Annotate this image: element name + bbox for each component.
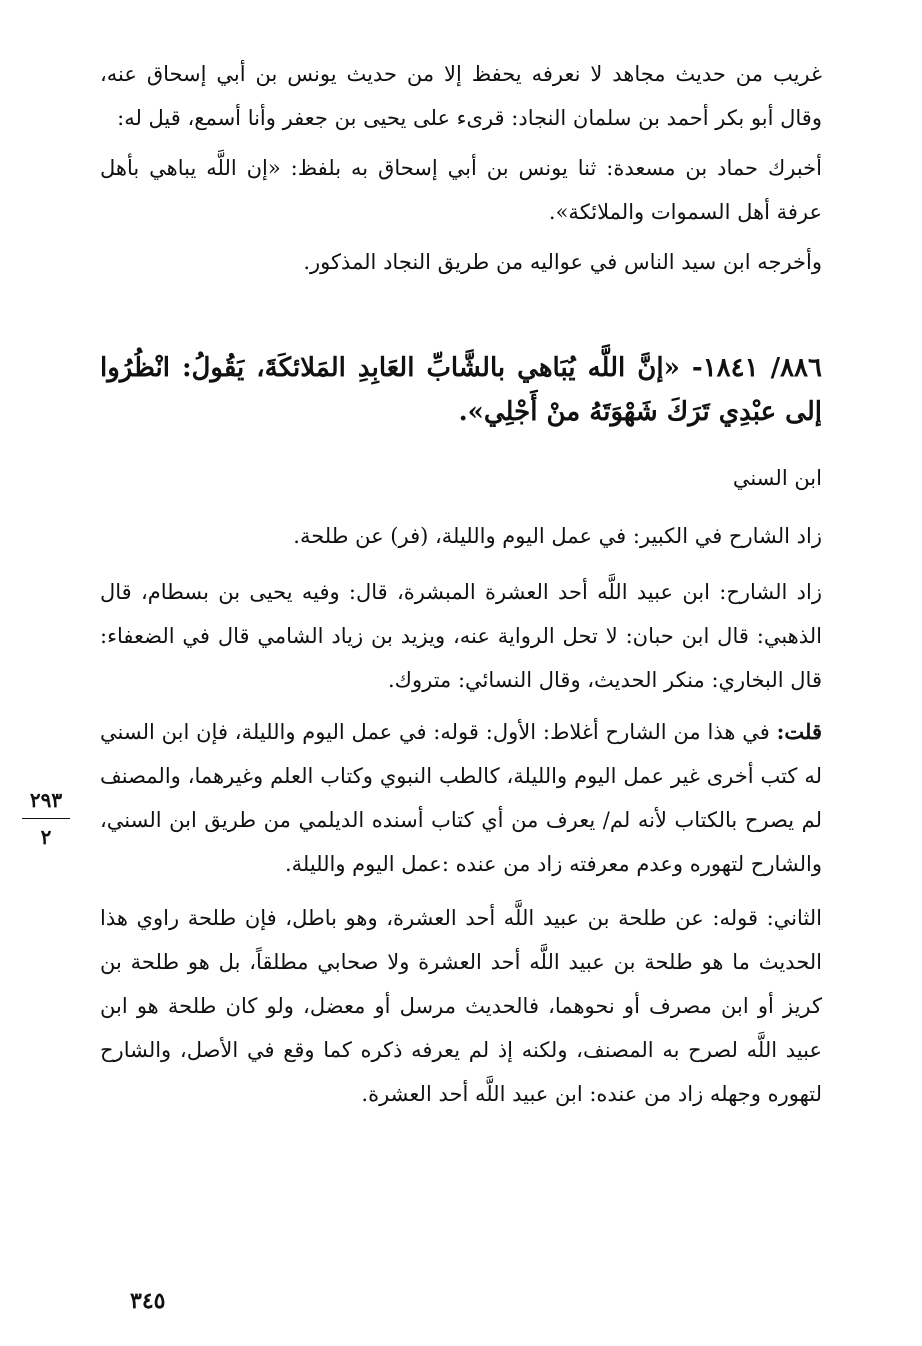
paragraph-6-body: في هذا من الشارح أغلاط: الأول: قوله: في عمل اليوم والليلة، فإن ابن السني له كتب أخرى غير عمل اليوم والليلة، كالطب النبوي وكتاب العلم وغيرهما، والمصنف لم يصرح بالكتاب لأنه لم/ يعرف من أي كتاب أسنده الديلمي من طريق ابن السني، والشارح لتهوره وعدم معرفته زاد من عنده :عمل اليوم والليلة. bbox=[100, 720, 822, 876]
source-line bbox=[100, 456, 822, 500]
qultu-label: قلت: bbox=[776, 719, 822, 744]
margin-ref-bottom: ٢ bbox=[40, 825, 52, 849]
margin-ref-rule bbox=[22, 818, 70, 819]
paragraph-5: زاد الشارح: ابن عبيد اللَّه أحد العشرة المبشرة، قال: وفيه يحيى بن بسطام، قال الذهبي: قال ابن حبان: لا تحل الرواية عنه، ويزيد بن زياد الشامي قال في الضعفاء: قال البخاري: منكر الحديث، وقال النسائي: متروك. bbox=[100, 580, 822, 692]
text-block-commentary bbox=[100, 514, 822, 1116]
paragraph-3: وأخرجه ابن سيد الناس في عواليه من طريق النجاد المذكور. bbox=[303, 250, 822, 274]
paragraph-7: الثاني: قوله: عن طلحة بن عبيد اللَّه أحد العشرة، وهو باطل، فإن طلحة راوي هذا الحديث ما هو طلحة بن عبيد اللَّه أحد العشرة ولا صحابي مطلقاً، بل هو طلحة بن كريز أو ابن مصرف أو نحوهما، فالحديث مرسل أو معضل، ولو كان طلحة هو ابن عبيد اللَّه لصرح به المصنف، ولكنه إذ لم يعرفه ذكره كما وقع في الأصل، والشارح لتهوره وجهله زاد من عنده: ابن عبيد اللَّه أحد العشرة. bbox=[100, 906, 822, 1106]
paragraph-6 bbox=[100, 710, 822, 886]
margin-ref-top: ٢٩٣ bbox=[29, 788, 63, 812]
paragraph-2: أخبرك حماد بن مسعدة: ثنا يونس بن أبي إسحاق به بلفظ: «إن اللَّه يباهي بأهل عرفة أهل السموات والملائكة». bbox=[100, 156, 822, 224]
hadith-source: ابن السني bbox=[732, 466, 822, 490]
paragraph-1: غريب من حديث مجاهد لا نعرفه يحفظ إلا من حديث يونس بن أبي إسحاق عنه، وقال أبو بكر أحمد بن سلمان النجاد: قرىء على يحيى بن جعفر وأنا أسمع، قيل له: bbox=[100, 62, 822, 130]
page-number: ٣٤٥ bbox=[130, 1288, 166, 1314]
paragraph-4: زاد الشارح في الكبير: في عمل اليوم والليلة، (فر) عن طلحة. bbox=[293, 524, 822, 548]
text-block-top bbox=[100, 52, 822, 284]
hadith-text: ٨٨٦/ ١٨٤١- «إنَّ اللَّه يُبَاهي بالشَّابِّ العَابِدِ المَلائكَةَ، يَقُولُ: انْظُرُوا إلى عبْدِي تَرَكَ شَهْوَتَهُ منْ أَجْلِي». bbox=[100, 353, 822, 427]
margin-reference bbox=[18, 788, 74, 849]
